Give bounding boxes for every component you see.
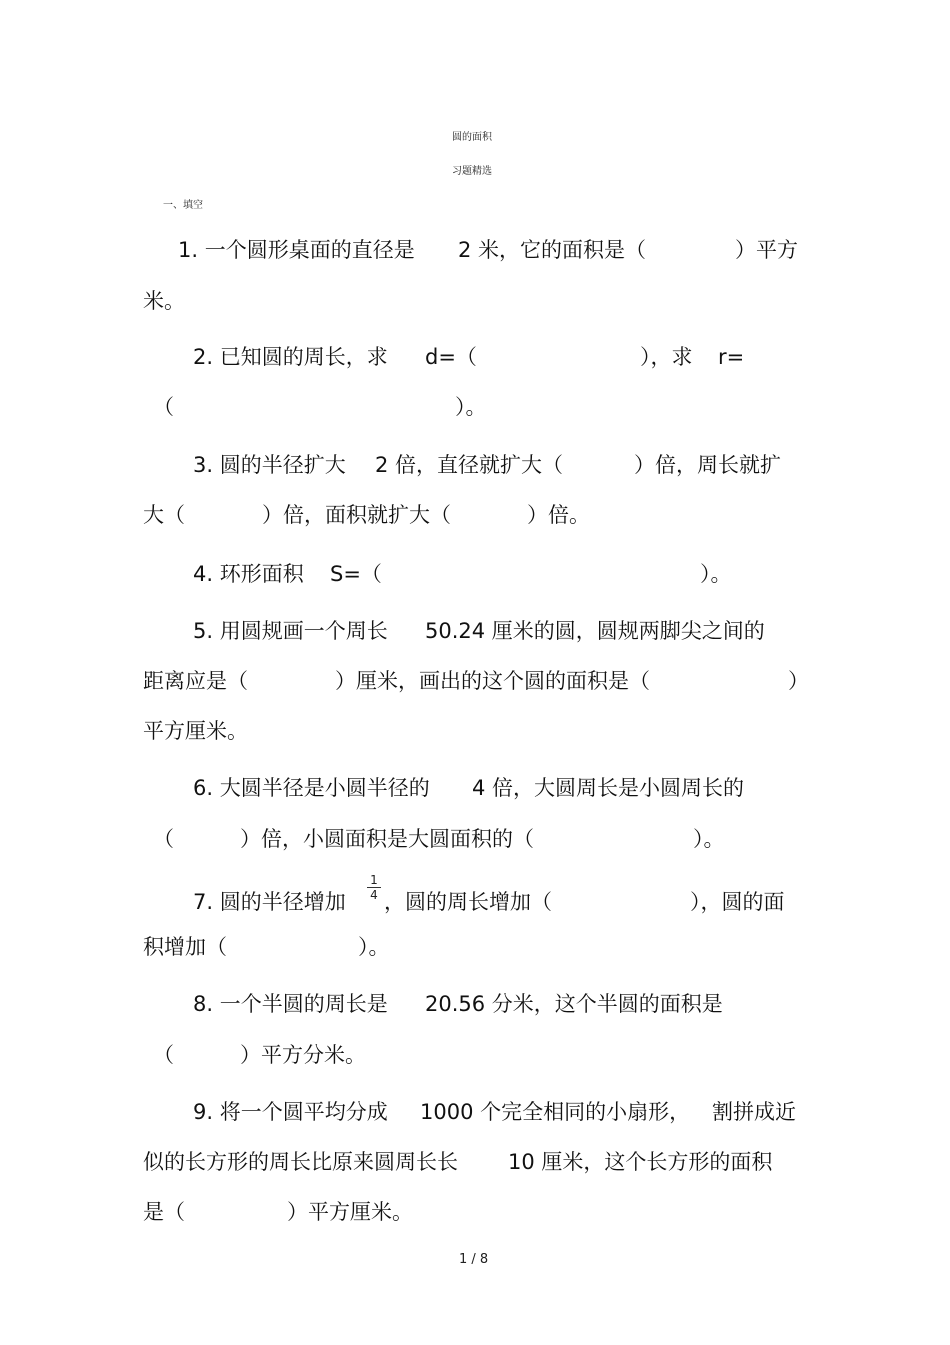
- q9-text-c: 割拼成近: [712, 1100, 796, 1124]
- q9-text-b: 1000 个完全相同的小扇形，: [420, 1100, 691, 1124]
- q2-text-a: 2. 已知圆的周长，求: [193, 345, 388, 369]
- fraction-denominator: 4: [370, 888, 378, 902]
- page-title: 圆的面积: [452, 132, 492, 143]
- q7-text-b: ，圆的周长增加（: [384, 890, 552, 914]
- q5-text-b: 50.24 厘米的圆，圆规两脚尖之间的: [425, 619, 765, 643]
- q6-text-a: 6. 大圆半径是小圆半径的: [193, 776, 430, 800]
- q8-text-c: （: [153, 1043, 174, 1067]
- page-subtitle: 习题精选: [452, 166, 492, 177]
- q5-text-c: 距离应是（: [143, 669, 248, 693]
- q9-text-d: 似的长方形的周长比原来圆周长长: [143, 1150, 458, 1174]
- q6-text-e: ）。: [693, 827, 725, 851]
- q5-text-d: ）厘米，画出的这个圆的面积是（: [335, 669, 650, 693]
- q2-text-e: （: [153, 395, 174, 419]
- q4-text-c: ）。: [700, 562, 732, 586]
- q2-text-d: r=: [718, 345, 745, 369]
- q5-text-a: 5. 用圆规画一个周长: [193, 619, 388, 643]
- q7-text-d: 积增加（: [143, 935, 227, 959]
- q6-text-d: ）倍，小圆面积是大圆面积的（: [240, 827, 534, 851]
- q9-text-f: 是（: [143, 1200, 185, 1224]
- q3-text-b: 2 倍，直径就扩大（: [375, 453, 564, 477]
- q3-text-d: 大（: [143, 503, 185, 527]
- q3-text-c: ）倍，周长就扩: [634, 453, 781, 477]
- q1-text-b: 2 米，它的面积是（: [458, 238, 647, 262]
- q1-text-c: ）平方: [735, 238, 798, 262]
- q6-text-b: 4 倍，大圆周长是小圆周长的: [472, 776, 745, 800]
- q8-text-d: ）平方分米。: [240, 1043, 366, 1067]
- q5-text-e: ）: [788, 669, 809, 693]
- section-heading: 一、填空: [163, 200, 203, 211]
- q7-text-c: ），圆的面: [690, 890, 785, 914]
- q7-text-a: 7. 圆的半径增加: [193, 890, 346, 914]
- fraction-numerator: 1: [370, 873, 378, 887]
- page-number: 1 / 8: [459, 1252, 489, 1267]
- q5-text-f: 平方厘米。: [143, 719, 248, 743]
- q6-text-c: （: [153, 827, 174, 851]
- q4-text-b: S=（: [330, 562, 382, 586]
- q3-text-a: 3. 圆的半径扩大: [193, 453, 346, 477]
- q2-text-c: ），求: [640, 345, 693, 369]
- q3-text-f: ）倍。: [527, 503, 590, 527]
- q9-text-e: 10 厘米，这个长方形的面积: [508, 1150, 773, 1174]
- fraction-one-quarter: [367, 874, 381, 901]
- q9-text-g: ）平方厘米。: [287, 1200, 413, 1224]
- q9-text-a: 9. 将一个圆平均分成: [193, 1100, 388, 1124]
- q7-text-e: ）。: [358, 935, 390, 959]
- q2-text-b: d=（: [425, 345, 477, 369]
- q3-text-e: ）倍，面积就扩大（: [262, 503, 451, 527]
- q1-text-d: 米。: [143, 289, 185, 313]
- q8-text-a: 8. 一个半圆的周长是: [193, 992, 388, 1016]
- q2-text-f: ）。: [455, 395, 487, 419]
- q4-text-a: 4. 环形面积: [193, 562, 304, 586]
- q8-text-b: 20.56 分米，这个半圆的面积是: [425, 992, 723, 1016]
- q1-text-a: 1. 一个圆形桌面的直径是: [178, 238, 415, 262]
